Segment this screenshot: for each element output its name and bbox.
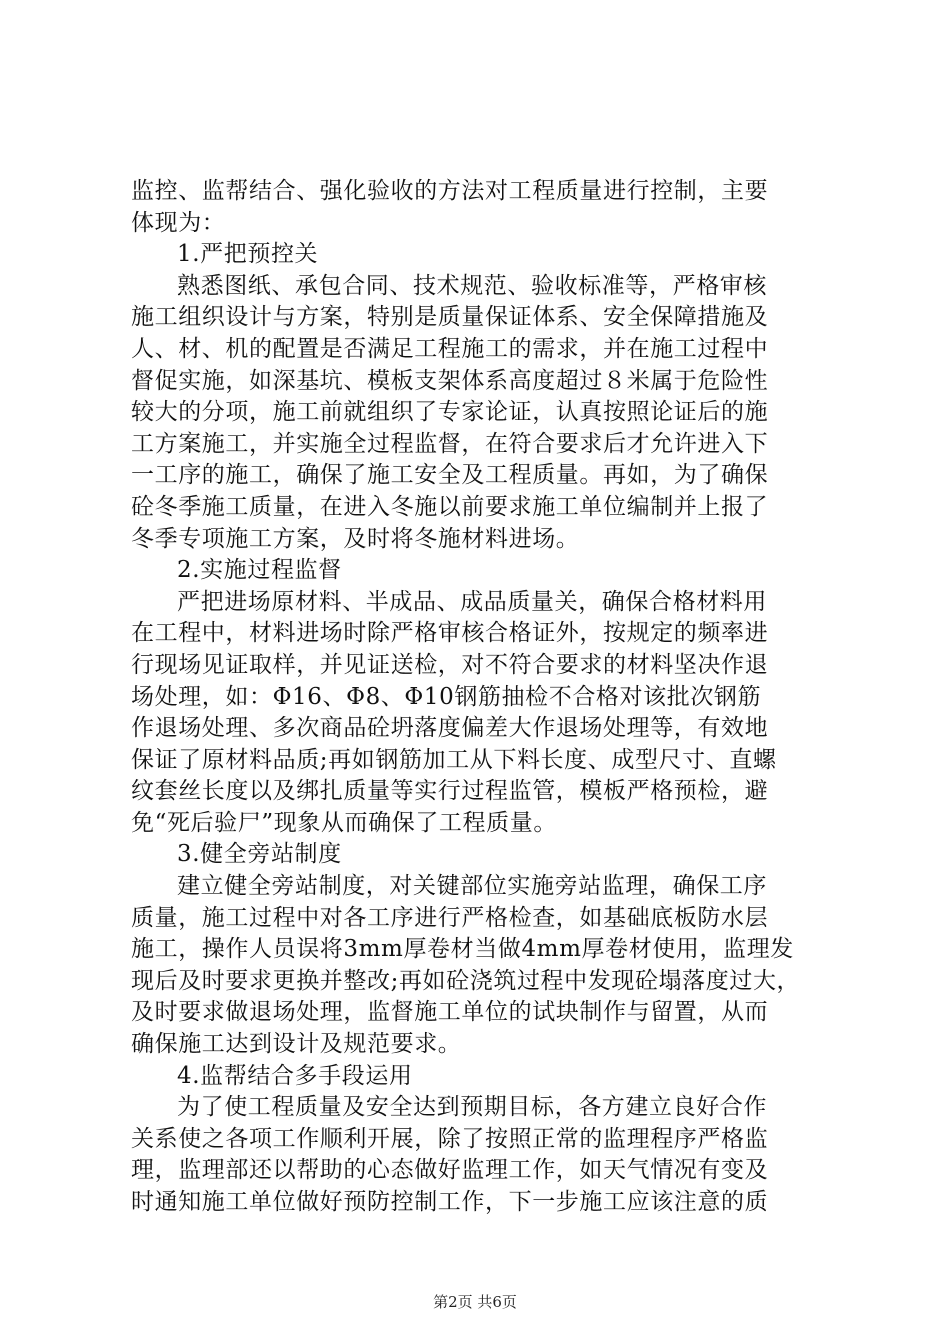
section-heading: 4.监帮结合多手段运用 — [177, 1062, 413, 1089]
text-line: 较大的分项，施工前就组织了专家论证，认真按照论证后的施 — [131, 399, 769, 426]
text-line: 在工程中，材料进场时除严格审核合格证外，按规定的频率进 — [131, 620, 769, 647]
text-line: 监控、监帮结合、强化验收的方法对工程质量进行控制，主要 — [131, 178, 769, 204]
text-line: 砼冬季施工质量，在进入冬施以前要求施工单位编制并上报了 — [131, 493, 769, 520]
text-line: 纹套丝长度以及绑扎质量等实行过程监管，模板严格预检，避 — [131, 778, 769, 805]
document-body — [131, 176, 831, 1219]
section-heading: 3.健全旁站制度 — [177, 841, 342, 868]
text-line: 确保施工达到设计及规范要求。 — [131, 1031, 462, 1058]
text-line: 施工组织设计与方案，特别是质量保证体系、安全保障措施及 — [131, 304, 769, 331]
text-line: 冬季专项施工方案，及时将冬施材料进场。 — [131, 525, 580, 552]
text-line: 施工，操作人员误将3mm厚卷材当做4mm厚卷材使用，监理发 — [131, 936, 794, 963]
text-line: 工方案施工，并实施全过程监督，在符合要求后才允许进入下 — [131, 430, 769, 457]
text-line: 免“死后验尸”现象从而确保了工程质量。 — [131, 809, 557, 836]
section-heading: 2.实施过程监督 — [177, 557, 342, 584]
text-line: 人、材、机的配置是否满足工程施工的需求，并在施工过程中 — [131, 335, 769, 362]
text-line: 现后及时要求更换并整改;再如砼浇筑过程中发现砼塌落度过大， — [131, 967, 801, 994]
text-line: 场处理，如：Φ16、Φ8、Φ10钢筋抽检不合格对该批次钢筋 — [131, 683, 762, 710]
paragraph-first-line: 熟悉图纸、承包合同、技术规范、验收标准等，严格审核 — [177, 272, 767, 299]
text-line: 理，监理部还以帮助的心态做好监理工作，如天气情况有变及 — [131, 1157, 769, 1184]
text-line: 关系使之各项工作顺利开展，除了按照正常的监理程序严格监 — [131, 1125, 769, 1152]
paragraph-first-line: 为了使工程质量及安全达到预期目标，各方建立良好合作 — [177, 1094, 767, 1121]
paragraph-first-line: 建立健全旁站制度，对关键部位实施旁站监理，确保工序 — [177, 873, 767, 900]
text-line: 督促实施，如深基坑、模板支架体系高度超过８米属于危险性 — [131, 367, 769, 394]
text-line: 体现为： — [131, 209, 226, 236]
text-line: 行现场见证取样，并见证送检，对不符合要求的材料坚决作退 — [131, 651, 769, 678]
section-heading: 1.严把预控关 — [177, 241, 319, 268]
text-line: 及时要求做退场处理，监督施工单位的试块制作与留置，从而 — [131, 999, 769, 1026]
text-line: 保证了原材料品质;再如钢筋加工从下料长度、成型尺寸、直螺 — [131, 746, 777, 773]
text-line: 一工序的施工，确保了施工安全及工程质量。再如，为了确保 — [131, 462, 769, 489]
paragraph-first-line: 严把进场原材料、半成品、成品质量关，确保合格材料用 — [177, 588, 767, 615]
page-number-footer: 第2页 共6页 — [433, 1293, 517, 1311]
text-line: 作退场处理、多次商品砼坍落度偏差大作退场处理等，有效地 — [131, 715, 769, 742]
text-line: 时通知施工单位做好预防控制工作，下一步施工应该注意的质 — [131, 1189, 769, 1215]
text-line: 质量，施工过程中对各工序进行严格检查，如基础底板防水层 — [131, 904, 769, 931]
